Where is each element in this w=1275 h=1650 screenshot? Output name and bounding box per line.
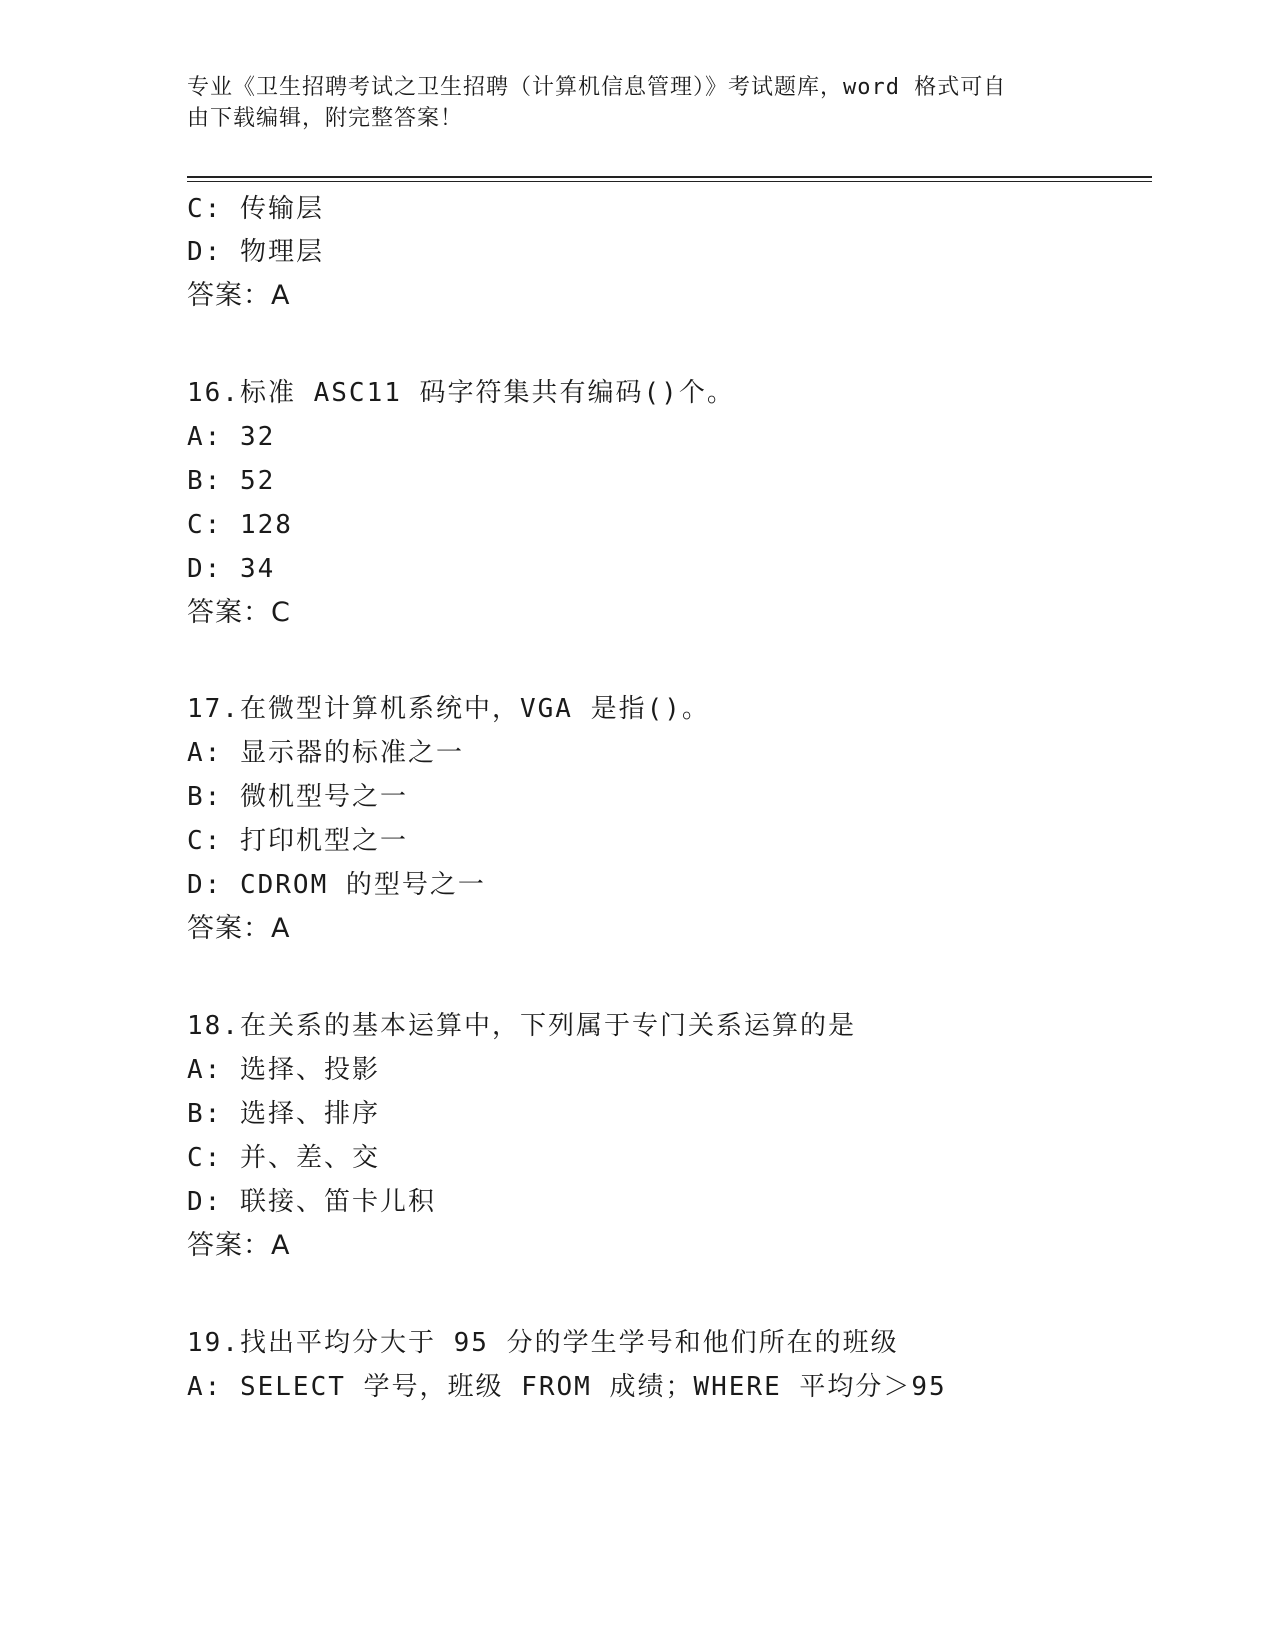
- q17-question: 17.在微型计算机系统中，VGA 是指()。: [187, 694, 710, 724]
- q16-option-c: C: 128: [187, 510, 293, 540]
- q17-option-a: A: 显示器的标准之一: [187, 738, 464, 768]
- q16-option-b: B: 52: [187, 466, 276, 496]
- q15-option-d: D: 物理层: [187, 237, 324, 267]
- q19-option-a: A: SELECT 学号，班级 FROM 成绩；WHERE 平均分＞95: [187, 1372, 947, 1402]
- q18-option-d: D: 联接、笛卡儿积: [187, 1187, 436, 1217]
- q17-option-c: C: 打印机型之一: [187, 826, 408, 856]
- q16-option-d: D: 34: [187, 554, 276, 584]
- document-header: [187, 72, 1067, 134]
- q18-answer: 答案：A: [187, 1230, 291, 1261]
- q18-question: 18.在关系的基本运算中，下列属于专门关系运算的是: [187, 1011, 856, 1041]
- q15-option-c: C: 传输层: [187, 194, 324, 224]
- q19-question: 19.找出平均分大于 95 分的学生学号和他们所在的班级: [187, 1328, 899, 1358]
- header-line-2: 由下载编辑，附完整答案！: [187, 106, 464, 131]
- q17-answer: 答案：A: [187, 913, 291, 944]
- header-divider-thin: [187, 181, 1152, 182]
- q18-option-a: A: 选择、投影: [187, 1055, 380, 1085]
- q16-answer: 答案：C: [187, 597, 291, 628]
- q18-option-c: C: 并、差、交: [187, 1143, 380, 1173]
- q16-option-a: A: 32: [187, 422, 276, 452]
- q18-option-b: B: 选择、排序: [187, 1099, 380, 1129]
- q17-option-d: D: CDROM 的型号之一: [187, 870, 486, 900]
- q15-answer: 答案：A: [187, 280, 291, 311]
- header-divider-thick: [187, 176, 1152, 178]
- q17-option-b: B: 微机型号之一: [187, 782, 408, 812]
- q16-question: 16.标准 ASC11 码字符集共有编码()个。: [187, 378, 735, 408]
- header-line-1: 专业《卫生招聘考试之卫生招聘（计算机信息管理）》考试题库，word 格式可自: [187, 75, 1007, 100]
